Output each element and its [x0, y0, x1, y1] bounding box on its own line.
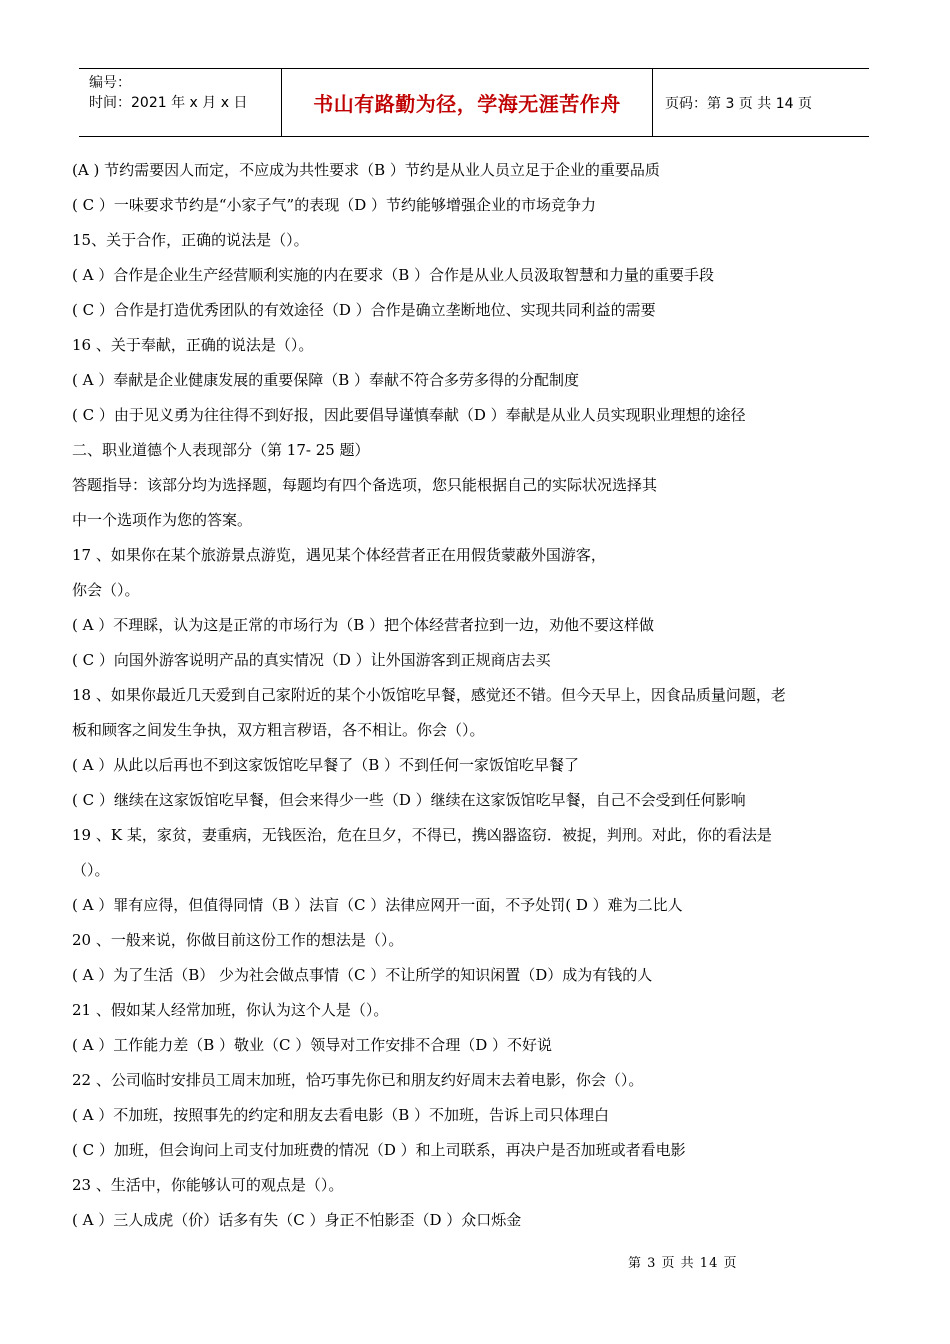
page-footer: 第 3 页 共 14 页: [628, 1256, 738, 1271]
question-line: 18 、如果你最近几天爱到自己家附近的某个小饭馆吃早餐，感觉还不错。但今天早上，因食品质量问题，老: [72, 686, 786, 704]
question-line: 15、关于合作，正确的说法是（）。: [72, 231, 309, 249]
question-line: （）。: [72, 861, 110, 879]
header-page-code-cell: [653, 69, 869, 136]
option-line: ( C ）加班，但会询问上司支付加班费的情况（D ）和上司联系，再决户是否加班或者看电影: [72, 1141, 686, 1159]
question-line: 16 、关于奉献，正确的说法是（）。: [72, 336, 314, 354]
document-body: [72, 153, 882, 1238]
question-line: 23 、生活中，你能够认可的观点是（）。: [72, 1176, 344, 1194]
option-line: ( A ）从此以后再也不到这家饭馆吃早餐了（B ）不到任何一家饭馆吃早餐了: [72, 756, 580, 774]
page-header: [79, 68, 869, 137]
time-label: 时间：2021 年 x 月 x 日: [89, 95, 248, 111]
option-line: ( C ）合作是打造优秀团队的有效途径（D ）合作是确立垄断地位、实现共同利益的需要: [72, 301, 656, 319]
option-line: ( A ）不加班，按照事先的约定和朋友去看电影（B ）不加班，告诉上司只体理白: [72, 1106, 610, 1124]
number-label: 编号：: [89, 75, 131, 91]
question-line: 17 、如果你在某个旅游景点游览，遇见某个体经营者正在用假货蒙蔽外国游客，: [72, 546, 606, 564]
header-meta: [79, 69, 281, 136]
question-line: 19 、K 某，家贫，妻重病，无钱医治，危在旦夕，不得已，携凶器盗窃．被捉，判刑。对此，你的看法是: [72, 826, 772, 844]
option-line: ( C ）由于见义勇为往往得不到好报，因此要倡导谨慎奉献（D ）奉献是从业人员实现职业理想的途径: [72, 406, 746, 424]
option-line: ( A ）为了生活（B） 少为社会做点事情（C ）不让所学的知识闲置（D）成为有钱的人: [72, 966, 653, 984]
option-line: ( A ）工作能力差（B ）敬业（C ）领导对工作安排不合理（D ）不好说: [72, 1036, 553, 1054]
option-line: ( C ）向国外游客说明产品的真实情况（D ）让外国游客到正规商店去买: [72, 651, 551, 669]
section-heading: 二、职业道德个人表现部分（第 17- 25 题）: [72, 441, 370, 459]
option-line: ( A ）罪有应得，但值得同情（B ）法盲（C ）法律应网开一面，不予处罚( D ）难为二比人: [72, 896, 683, 914]
option-line: ( A ）三人成虎（价）话多有失（C ）身正不怕影歪（D ）众口烁金: [72, 1211, 522, 1229]
option-line: ( A ）奉献是企业健康发展的重要保障（B ）奉献不符合多劳多得的分配制度: [72, 371, 580, 389]
option-line: ( C ）继续在这家饭馆吃早餐，但会来得少一些（D ）继续在这家饭馆吃早餐，自己不会受到任何影响: [72, 791, 746, 809]
header-motto-cell: [281, 69, 653, 136]
instruction-line: 中一个选项作为您的答案。: [72, 511, 253, 529]
motto: 书山有路勤为径，学海无涯苦作舟: [313, 92, 621, 116]
page-code: 页码：第 3 页 共 14 页: [665, 95, 812, 112]
text-line: (A ) 节约需要因人而定，不应成为共性要求（B ）节约是从业人员立足于企业的重要品质: [72, 161, 660, 179]
question-line: 22 、公司临时安排员工周末加班，恰巧事先你已和朋友约好周末去着电影，你会（）。: [72, 1071, 644, 1089]
question-line: 板和顾客之间发生争执，双方粗言秽语，各不相让。你会（）。: [72, 721, 485, 739]
option-line: ( A ）合作是企业生产经营顺利实施的内在要求（B ）合作是从业人员汲取智慧和力量的重要手段: [72, 266, 715, 284]
option-line: ( A ）不理睬，认为这是正常的市场行为（B ）把个体经营者拉到一边，劝他不要这样做: [72, 616, 655, 634]
question-line: 你会（）。: [72, 581, 140, 599]
text-line: ( C ）一味要求节约是“小家子气”的表现（D ）节约能够增强企业的市场竞争力: [72, 196, 596, 214]
question-line: 20 、一般来说，你做目前这份工作的想法是（）。: [72, 931, 404, 949]
question-line: 21 、假如某人经常加班，你认为这个人是（）。: [72, 1001, 389, 1019]
instruction-line: 答题指导：该部分均为选择题，每题均有四个备选项，您只能根据自己的实际状况选择其: [72, 476, 658, 494]
